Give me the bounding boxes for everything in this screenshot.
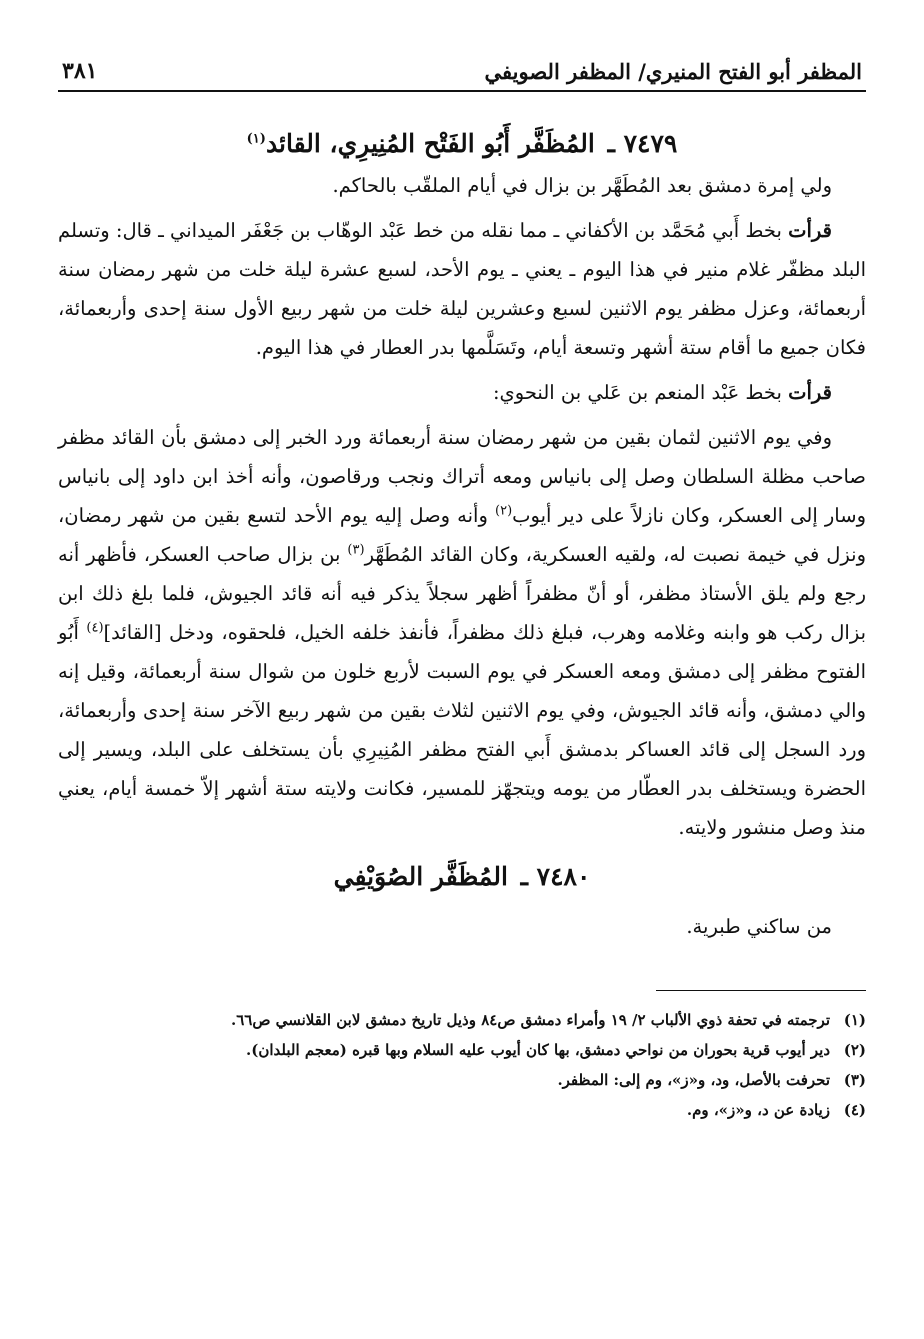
paragraph-5	[58, 907, 866, 946]
footnote-divider	[656, 990, 866, 991]
page-number: ٣٨١	[62, 58, 98, 84]
paragraph-2	[58, 211, 866, 367]
footnote-text: دير أيوب قرية بحوران من نواحي دمشق، بها كان أيوب عليه السلام وبها قبره (معجم البلدان).	[246, 1041, 830, 1059]
footnote-number: (٤)	[843, 1101, 866, 1119]
book-page	[58, 50, 866, 1125]
footnotes	[58, 1005, 866, 1125]
footnote-text: تحرفت بالأصل، ود، و«ز»، وم إلى: المظفر.	[557, 1071, 830, 1089]
paragraph-1	[58, 166, 866, 205]
running-header	[58, 50, 866, 92]
paragraph-text: من ساكني طبرية.	[686, 915, 832, 938]
footnote-ref-3[interactable]: (٣)	[347, 542, 365, 558]
footnote-number: (٣)	[843, 1071, 866, 1089]
paragraph-text: أَبُو الفتوح مظفر إلى دمشق ومعه العسكر في يوم السبت لأربع خلون من شوال سنة أربعمائة، وقيل إنه والي دمشق، وأنه قائد الجيوش، وفي يوم الاثنين لثلاث بقين من شهر ربيع الآخر سنة إحدى وأربعمائة، ورد السجل إلى قائد العساكر بدمشق أَبي الفتح مظفر المُنِيرِي بأن يستخلف على البلد، ويسير إلى الحضرة ويستخلف بدر العطّار من يومه ويتجهّز للمسير، فكانت ولايته ستة أشهر إلاّ خمسة أيام، يعني منذ وصل منشور ولايته.	[58, 621, 866, 839]
footnote-text: ترجمته في تحفة ذوي الألباب ٢/ ١٩ وأمراء دمشق ص٨٤ وذيل تاريخ دمشق لابن القلانسي ص٦٦.	[230, 1011, 830, 1029]
paragraph-text: ولي إمرة دمشق بعد المُطَهَّر بن بزال في أيام الملقّب بالحاكم.	[332, 174, 832, 197]
footnote-ref-4[interactable]: (٤)	[86, 620, 104, 636]
paragraph-text: بخط أَبي مُحَمَّد بن الأكفاني ـ مما نقله من خط عَبْد الوهّاب بن جَعْفَر الميداني ـ قال: وتسلم البلد مظفّر غلام منير في هذا اليوم ـ يعني ـ يوم الأحد، لسبع عشرة ليلة خلت من شهر رمضان سنة أربعمائة، وعزل مظفر يوم الاثنين لسبع وعشرين ليلة خلت من شهر ربيع الأول سنة إحدى وأربعمائة، فكان جميع ما أقام ستة أشهر وتسعة أيام، وتَسَلَّمها بدر العطار في هذا اليوم.	[58, 219, 866, 359]
lead-word: قرأت	[788, 381, 832, 404]
footnote-number: (١)	[843, 1011, 866, 1029]
entry-heading-7480	[58, 855, 866, 899]
footnote-ref-1[interactable]: (١)	[246, 131, 266, 147]
footnote-item	[58, 1065, 866, 1095]
footnote-item	[58, 1005, 866, 1035]
running-title: المظفر أبو الفتح المنيري/ المظفر الصويفي	[484, 59, 862, 84]
paragraph-3	[58, 373, 866, 412]
entry-title: المُظَفَّر الصُوَيْفِي	[333, 862, 508, 891]
lead-word: قرأت	[788, 219, 832, 242]
paragraph-text: بن بزال صاحب العسكر، فأظهر أنه رجع ولم يلق الأستاذ مظفر، أو أنّ مظفراً أظهر سجلاً يذكر فيه أنه قائد الجيوش، فلما بلغ ذلك ابن بزال ركب هو وابنه وغلامه وهرب، فبلغ ذلك مظفراً، فأنفذ خلفه الخيل، فلحقوه، ودخل [القائد]	[58, 543, 867, 644]
paragraph-text: بخط عَبْد المنعم بن عَلي بن النحوي:	[492, 381, 782, 404]
entry-title: المُظَفَّر أَبُو الفَتْح المُنِيرِي، القائد	[265, 129, 595, 158]
footnote-text: زيادة عن د، و«ز»، وم.	[686, 1101, 830, 1119]
footnote-number: (٢)	[843, 1041, 866, 1059]
paragraph-text: وأنه وصل إليه يوم الأحد لتسع بقين من شهر رمضان، ونزل في خيمة نصبت له، ولقيه العسكرية، وكان القائد المُطَهَّر	[58, 504, 867, 566]
entry-number: ٧٤٨٠ ـ	[520, 862, 591, 891]
footnote-item	[58, 1095, 866, 1125]
footnote-ref-2[interactable]: (٢)	[495, 503, 513, 519]
entry-heading-7479	[58, 122, 866, 166]
paragraph-4	[58, 418, 866, 847]
footnote-item	[58, 1035, 866, 1065]
paragraph-text: وفي يوم الاثنين لثمان بقين من شهر رمضان سنة أربعمائة ورد الخبر إلى دمشق بأن القائد مظفر صاحب مظلة السلطان وصل إلى بانياس ومعه أتراك ونجب ورقاصون، وأنه أخذ ابن داود إلى بانياس وسار إلى العسكر، وكان نازلاً على دير أيوب	[58, 426, 866, 527]
entry-number: ٧٤٧٩ ـ	[607, 129, 678, 158]
